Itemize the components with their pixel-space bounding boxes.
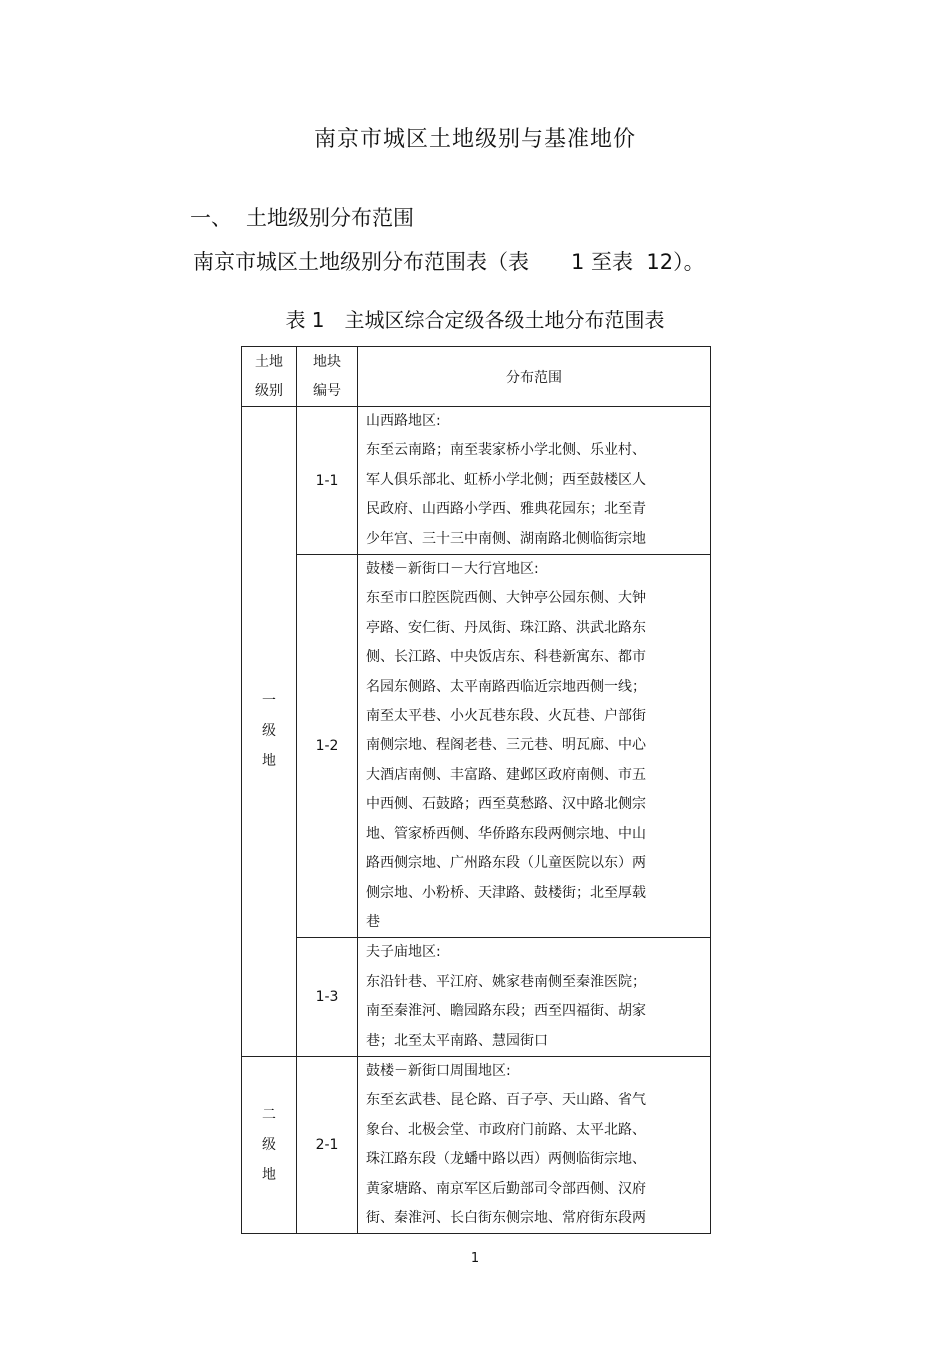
level-two-cell <box>242 1056 297 1233</box>
range-line: 鼓楼－新街口周围地区: <box>366 1062 511 1079</box>
range-line: 巷；北至太平南路、慧园街口 <box>366 1032 548 1049</box>
header-block <box>297 347 358 407</box>
table-row <box>242 555 711 938</box>
range-line: 民政府、山西路小学西、雅典花园东；北至青 <box>366 501 646 518</box>
intro-paragraph: 南京市城区土地级别分布范围表（表 1 至表 12）。 <box>193 250 705 274</box>
range-description <box>358 1056 711 1233</box>
range-line: 中西侧、石鼓路；西至莫愁路、汉中路北侧宗 <box>366 796 646 813</box>
range-description <box>358 938 711 1057</box>
range-line: 黄家塘路、南京军区后勤部司令部西侧、汉府 <box>366 1180 646 1197</box>
range-line: 名园东侧路、太平南路西临近宗地西侧一线； <box>366 678 646 695</box>
range-description <box>358 555 711 938</box>
section-title: 土地级别分布范围 <box>246 206 414 230</box>
table-row <box>242 938 711 1057</box>
land-level-table <box>241 346 711 1234</box>
level-two-char: 地 <box>262 1167 276 1184</box>
range-line: 东至市口腔医院西侧、大钟亭公园东侧、大钟 <box>366 590 646 607</box>
range-line: 南至秦淮河、瞻园路东段；西至四福街、胡家 <box>366 1003 646 1020</box>
range-line: 地、管家桥西侧、华侨路东段两侧宗地、中山 <box>366 825 646 842</box>
range-line: 路西侧宗地、广州路东段（儿童医院以东）两 <box>366 855 646 872</box>
range-line: 侧、长江路、中央饭店东、科巷新寓东、都市 <box>366 649 646 666</box>
range-line: 鼓楼－新街口－大行宫地区: <box>366 561 539 578</box>
level-one-char: 级 <box>262 723 276 740</box>
block-id: 1-2 <box>297 555 358 938</box>
table-header-row <box>242 347 711 407</box>
range-line: 山西路地区: <box>366 413 441 429</box>
range-line: 东至玄武巷、昆仑路、百子亭、天山路、省气 <box>366 1092 646 1109</box>
level-two-char: 二 <box>262 1107 276 1124</box>
range-line: 南至太平巷、小火瓦巷东段、火瓦巷、户部街 <box>366 708 646 725</box>
level-one-cell <box>242 407 297 1057</box>
range-line: 东沿针巷、平江府、姚家巷南侧至秦淮医院； <box>366 973 646 990</box>
block-id: 2-1 <box>297 1056 358 1233</box>
document-title: 南京市城区土地级别与基准地价 <box>313 127 636 152</box>
level-one-char: 一 <box>262 693 276 710</box>
table-row <box>242 407 711 555</box>
block-id: 1-1 <box>297 407 358 555</box>
section-heading <box>190 202 414 232</box>
header-level-line2: 级别 <box>255 382 283 399</box>
range-line: 亭路、安仁街、丹凤街、珠江路、洪武北路东 <box>366 619 646 636</box>
range-description <box>358 407 711 555</box>
range-line: 大酒店南侧、丰富路、建邺区政府南侧、市五 <box>366 766 646 783</box>
range-line: 侧宗地、小粉桥、天津路、鼓楼街；北至厚载 <box>366 884 646 901</box>
range-line: 夫子庙地区: <box>366 944 441 961</box>
range-line: 珠江路东段（龙蟠中路以西）两侧临街宗地、 <box>366 1151 646 1168</box>
section-number: 一、 <box>190 206 232 230</box>
header-block-line2: 编号 <box>313 382 341 399</box>
range-line: 街、秦淮河、长白街东侧宗地、常府街东段两 <box>366 1209 646 1226</box>
range-line: 巷 <box>366 913 380 930</box>
range-line: 象台、北极会堂、市政府门前路、太平北路、 <box>366 1121 646 1138</box>
header-level-line1: 土地 <box>255 353 283 370</box>
range-line: 南侧宗地、程阁老巷、三元巷、明瓦廊、中心 <box>366 737 646 754</box>
page-number: 1 <box>470 1251 480 1266</box>
block-id: 1-3 <box>297 938 358 1057</box>
header-block-line1: 地块 <box>313 353 341 370</box>
range-line: 军人俱乐部北、虹桥小学北侧；西至鼓楼区人 <box>366 471 646 488</box>
range-line: 东至云南路；南至裴家桥小学北侧、乐业村、 <box>366 442 646 459</box>
header-level <box>242 347 297 407</box>
level-two-char: 级 <box>262 1137 276 1154</box>
header-range: 分布范围 <box>358 347 711 407</box>
table-caption: 表 1 主城区综合定级各级土地分布范围表 <box>285 308 665 332</box>
table-row <box>242 1056 711 1233</box>
level-one-char: 地 <box>262 753 276 770</box>
range-line: 少年宫、三十三中南侧、湖南路北侧临街宗地 <box>366 530 646 547</box>
